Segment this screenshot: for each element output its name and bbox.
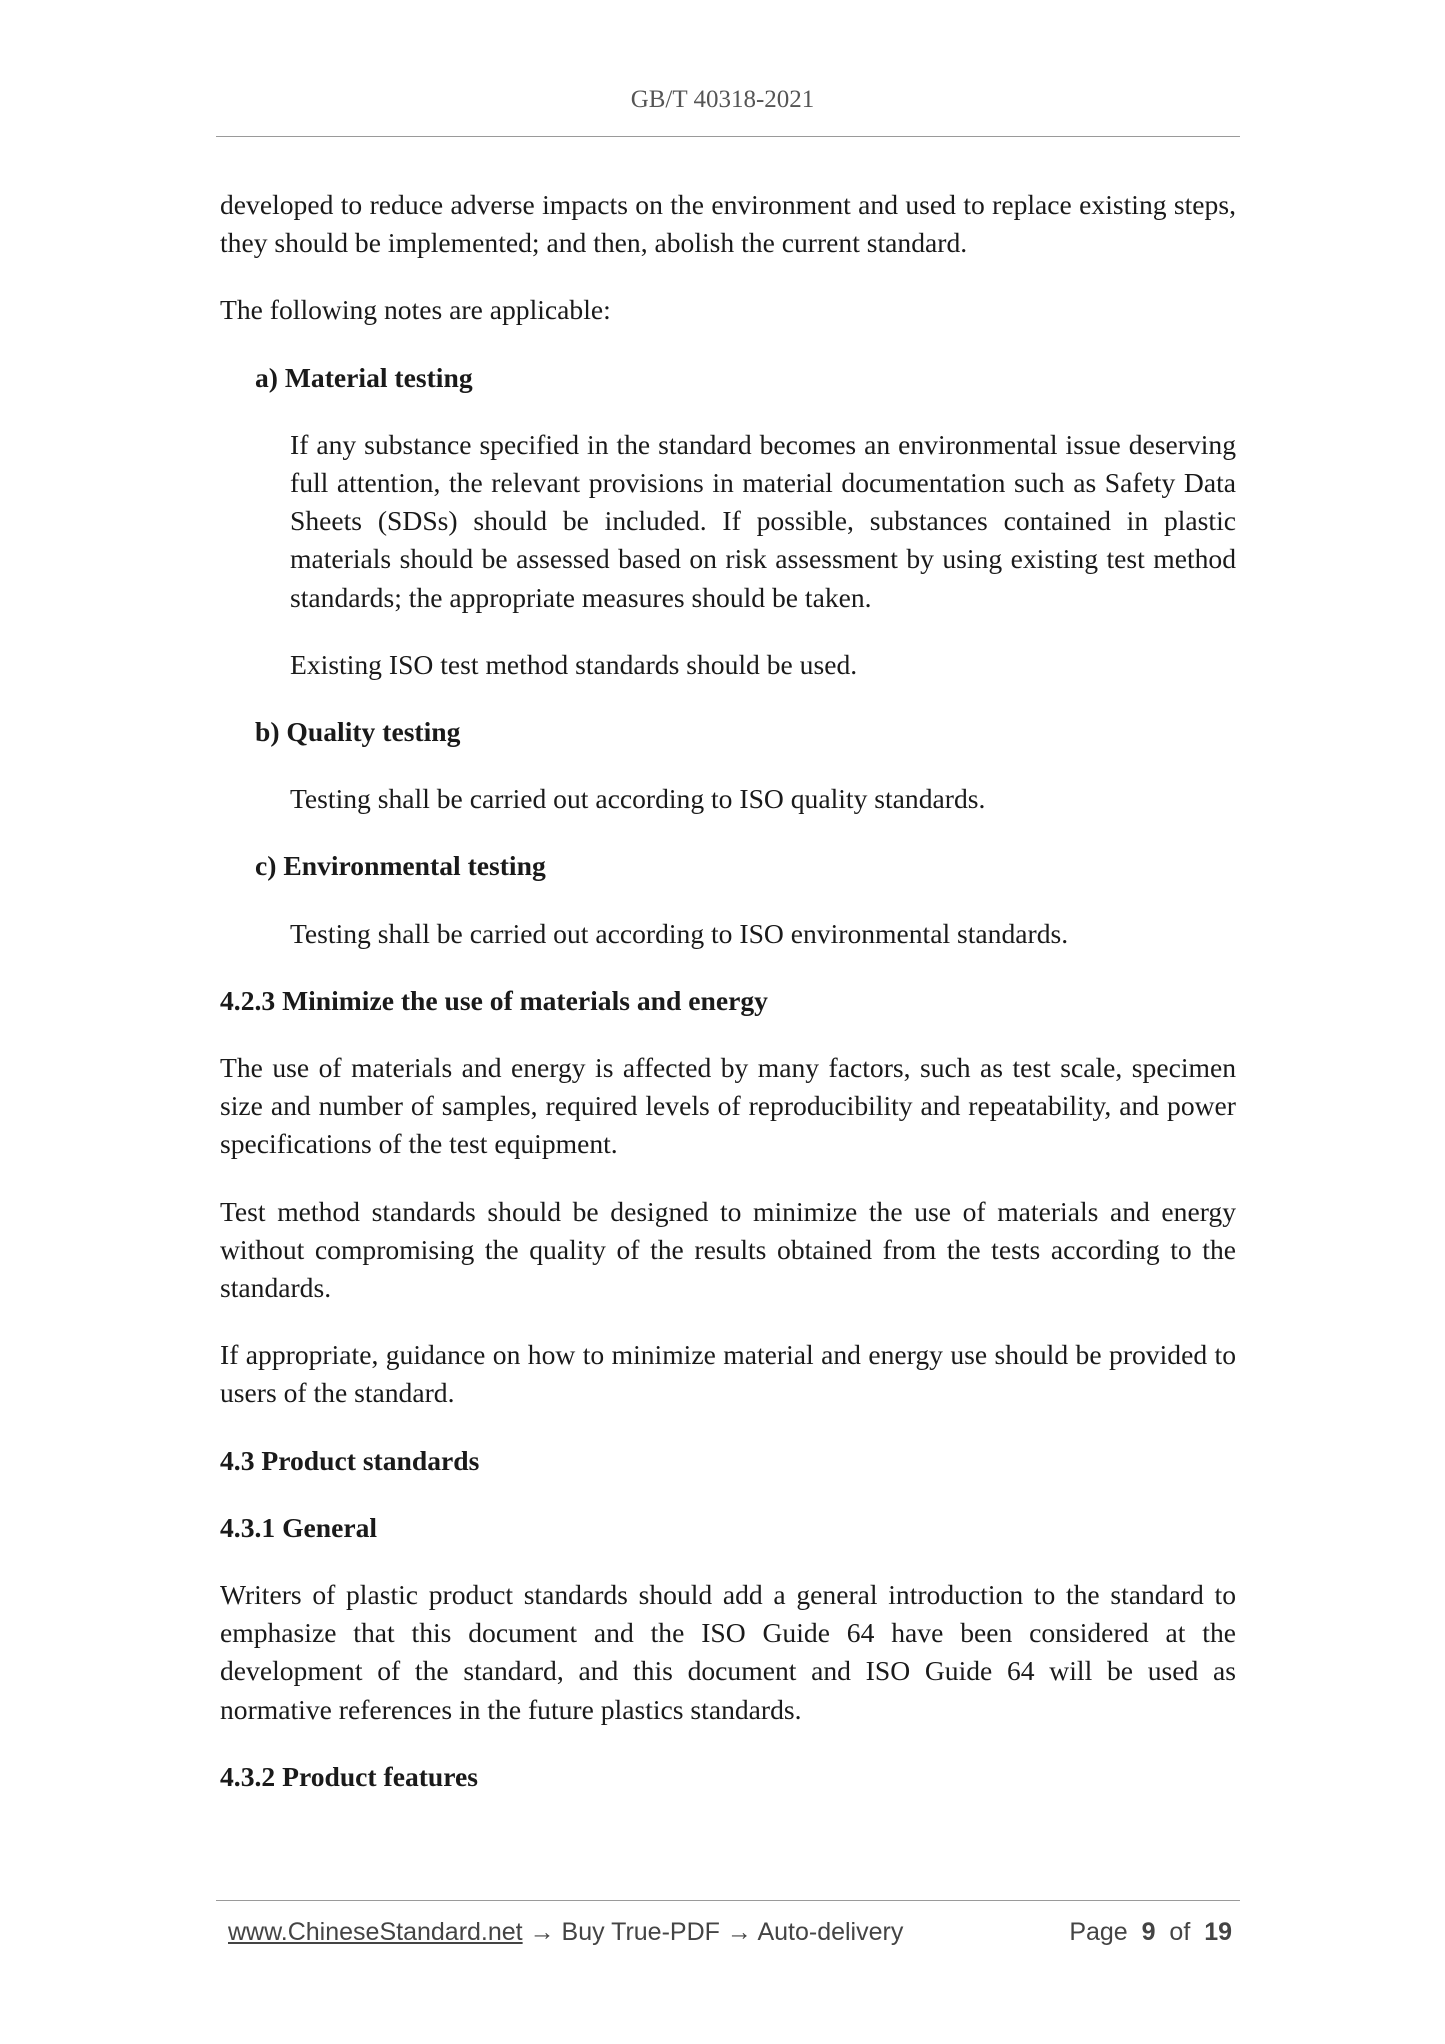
auto-delivery-text: Auto-delivery xyxy=(757,1918,904,1946)
paragraph-environmental-testing: Testing shall be carried out according to ISO environmental standards. xyxy=(290,917,1069,949)
page-number: 9 xyxy=(1141,1918,1156,1946)
page-label: Page xyxy=(1069,1918,1128,1946)
paragraph-continuation: developed to reduce adverse impacts on the environment and used to replace existing steps, they should be implemented; and then, abolish the current standard. xyxy=(220,189,1236,259)
paragraph-minimize-design: Test method standards should be designed to minimize the use of materials and energy without compromising the quality of the results obtained from the tests according to the standards. xyxy=(220,1195,1236,1304)
heading-environmental-testing: c) Environmental testing xyxy=(255,850,546,882)
website-link[interactable]: www.ChineseStandard.net xyxy=(228,1918,523,1946)
heading-section-4-3-2: 4.3.2 Product features xyxy=(220,1760,479,1792)
arrow-right-icon: → xyxy=(529,1918,555,1946)
footer-links xyxy=(228,1918,903,1947)
paragraph-material-testing: If any substance specified in the standard becomes an environmental issue deserving full attention, the relevant provisions in material documentation such as Safety Data Sheets (SDSs) should be included. If possible, substances contained in plastic materials should be assessed based on risk assessment by using existing test method standards; the appropriate measures should be taken. xyxy=(290,428,1236,613)
heading-material-testing: a) Material testing xyxy=(255,361,473,393)
heading-section-4-2-3: 4.2.3 Minimize the use of materials and energy xyxy=(220,984,768,1016)
heading-quality-testing: b) Quality testing xyxy=(255,716,461,748)
paragraph-general: Writers of plastic product standards should add a general introduction to the standard to emphasize that this document and the ISO Guide 64 have been considered at the development of the standard, and this document and ISO Guide 64 will be used as normative references in the future plastics standards. xyxy=(220,1579,1236,1725)
arrow-right-icon: → xyxy=(726,1918,752,1946)
paragraph-iso-test-methods: Existing ISO test method standards should be used. xyxy=(290,648,858,680)
page-total: 19 xyxy=(1204,1918,1232,1946)
buy-true-pdf-text: Buy True-PDF xyxy=(561,1918,720,1946)
paragraph-minimize-guidance: If appropriate, guidance on how to minimize material and energy use should be provided to users of the standard. xyxy=(220,1339,1236,1409)
heading-section-4-3: 4.3 Product standards xyxy=(220,1444,480,1476)
footer-divider xyxy=(216,1900,1240,1901)
document-id-header: GB/T 40318-2021 xyxy=(630,86,815,113)
of-label: of xyxy=(1169,1918,1191,1946)
paragraph-quality-testing: Testing shall be carried out according to ISO quality standards. xyxy=(290,783,986,815)
heading-section-4-3-1: 4.3.1 General xyxy=(220,1511,378,1543)
page-indicator xyxy=(1069,1918,1232,1947)
header-divider xyxy=(216,136,1240,137)
page-footer xyxy=(228,1918,1232,1954)
paragraph-notes-intro: The following notes are applicable: xyxy=(220,294,611,326)
paragraph-materials-energy-factors: The use of materials and energy is affected by many factors, such as test scale, specimen size and number of samples, required levels of reproducibility and repeatability, and power specifications of the test equipment. xyxy=(220,1052,1236,1160)
document-body xyxy=(220,186,1236,1825)
